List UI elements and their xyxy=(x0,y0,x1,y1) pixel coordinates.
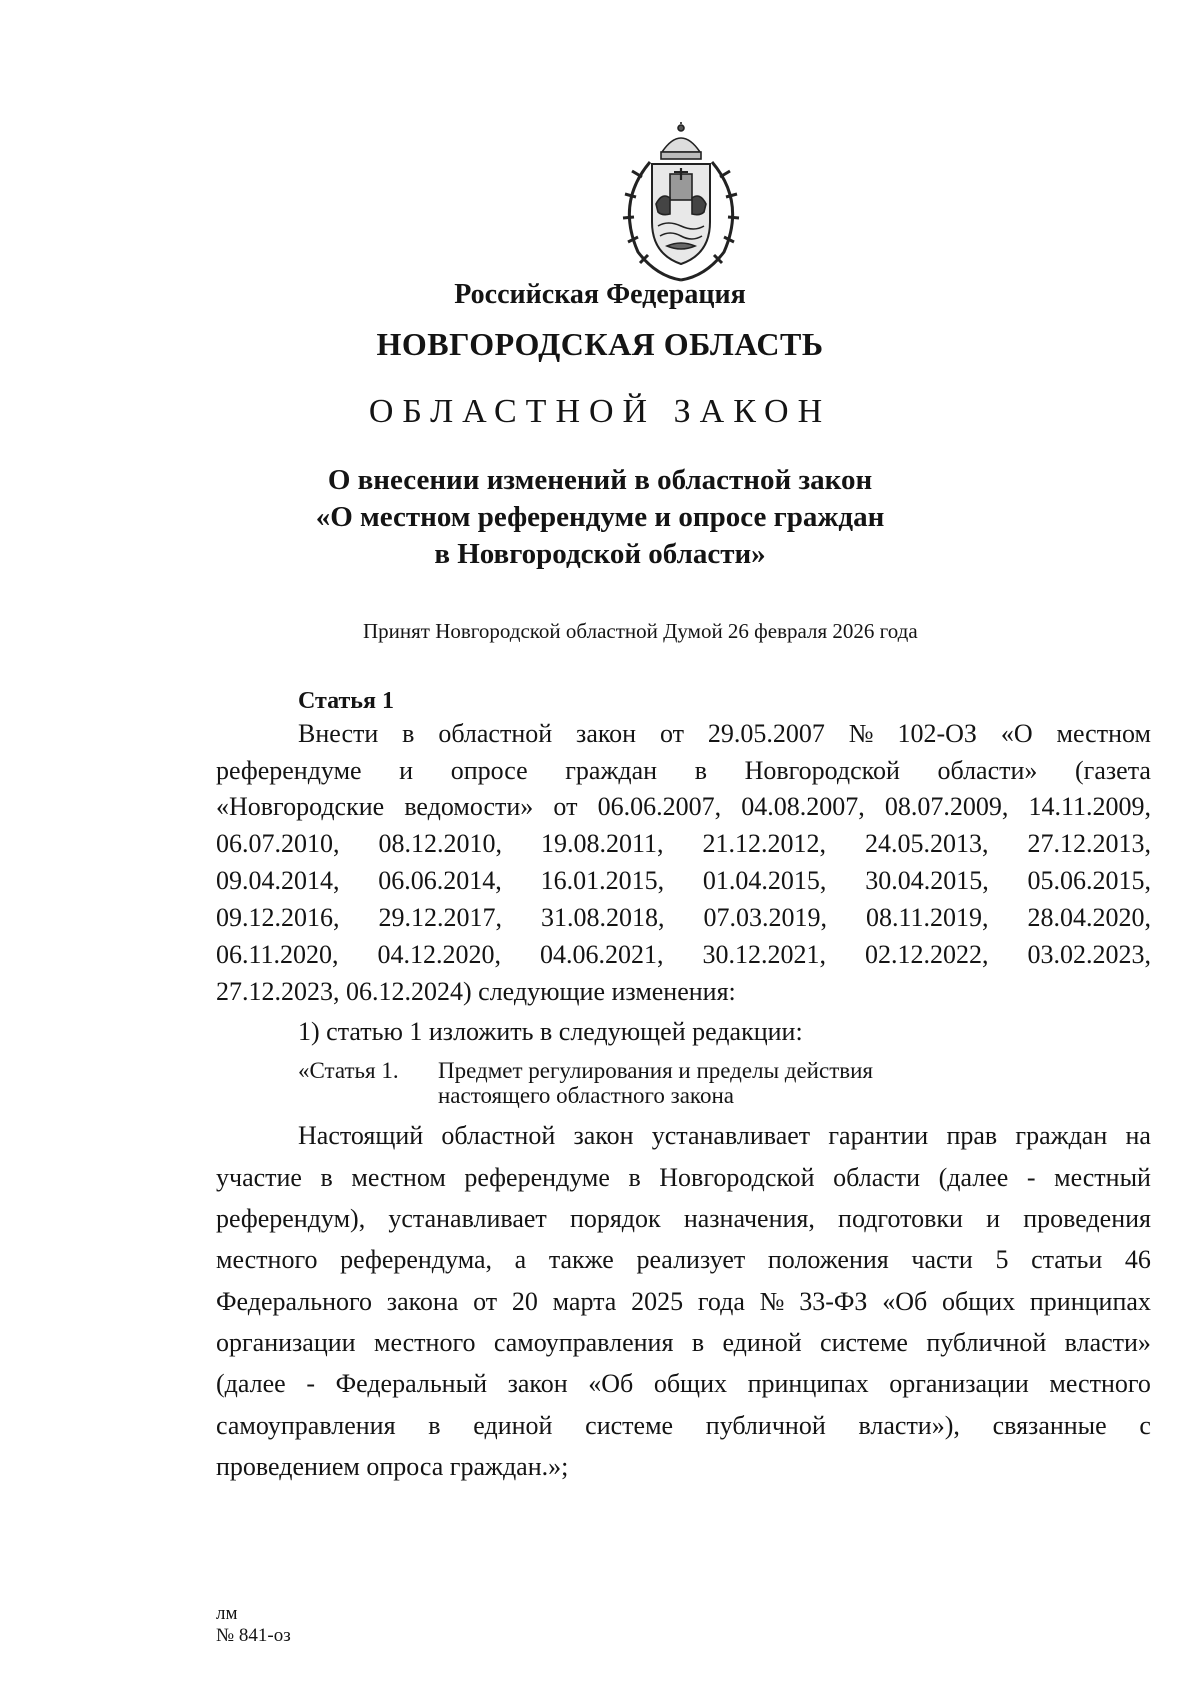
word: общих xyxy=(653,1369,727,1398)
word: местном xyxy=(1056,719,1151,748)
word: организации xyxy=(216,1328,356,1357)
word: 08.07.2009, xyxy=(884,792,1009,821)
word: от xyxy=(659,719,685,748)
adoption-note: Принят Новгородской областной Думой 26 февраля 2026 года xyxy=(363,619,918,643)
sub-article-label: «Статья 1. xyxy=(298,1058,399,1083)
word: 04.12.2020, xyxy=(377,940,502,969)
paragraph-line xyxy=(216,756,1151,786)
word: (газета xyxy=(1075,756,1151,785)
word: с xyxy=(1139,1411,1151,1440)
word: единой xyxy=(722,1328,802,1357)
word: положения xyxy=(767,1245,889,1274)
word: областной xyxy=(438,719,553,748)
word: назначения, xyxy=(683,1204,815,1233)
word: 14.11.2009, xyxy=(1028,792,1151,821)
word: 29.05.2007 xyxy=(707,719,825,748)
word: опросе xyxy=(450,756,528,785)
paragraph-line xyxy=(298,719,1151,749)
word: года xyxy=(697,1287,745,1316)
word: закона xyxy=(386,1287,459,1316)
word: системе xyxy=(585,1411,674,1440)
paragraph-line xyxy=(216,903,1151,933)
word: местного xyxy=(373,1328,476,1357)
footer-initials: лм xyxy=(216,1603,238,1624)
word: Настоящий xyxy=(298,1121,424,1150)
word: 46 xyxy=(1124,1245,1151,1274)
word: Новгородской xyxy=(659,1163,815,1192)
word: системе xyxy=(820,1328,908,1357)
word: части xyxy=(911,1245,973,1274)
word: «Об xyxy=(882,1287,928,1316)
word: 07.03.2019, xyxy=(703,903,827,932)
amendment-item: 1) статью 1 изложить в следующей редакции: xyxy=(298,1017,803,1046)
paragraph-line: 27.12.2023, 06.12.2024) следующие изменения: xyxy=(216,977,736,1006)
word: областной xyxy=(441,1121,556,1150)
word: референдуме xyxy=(216,756,362,785)
word: прав xyxy=(946,1121,998,1150)
footer-registration xyxy=(216,1603,291,1647)
word: области» xyxy=(937,756,1038,785)
document-type: ОБЛАСТНОЙ ЗАКОН xyxy=(368,393,832,430)
word: закон xyxy=(507,1369,568,1398)
word: 05.06.2015, xyxy=(1027,866,1151,895)
word: ведомости» xyxy=(404,792,534,821)
word: 01.04.2015, xyxy=(702,866,827,895)
word: в xyxy=(428,1411,441,1440)
word: 16.01.2015, xyxy=(540,866,665,895)
sub-article-title: Предмет регулирования и пределы действия xyxy=(438,1058,874,1083)
article-heading: Статья 1 xyxy=(298,688,394,714)
word: 09.12.2016, xyxy=(216,903,340,932)
law-title-line: «О местном референдуме и опросе граждан xyxy=(315,501,885,533)
paragraph-line xyxy=(216,829,1151,859)
word: 06.06.2007, xyxy=(597,792,722,821)
word: референдума, xyxy=(340,1245,493,1274)
word: 102-ОЗ xyxy=(897,719,977,748)
word: проведения xyxy=(1023,1204,1151,1233)
paragraph-line xyxy=(216,866,1151,896)
word: «Новгородские xyxy=(216,792,385,821)
word: порядок xyxy=(569,1204,661,1233)
word: от xyxy=(473,1287,498,1316)
word: Федерального xyxy=(216,1287,373,1316)
word: статьи xyxy=(1031,1245,1103,1274)
paragraph-line: проведением опроса граждан.»; xyxy=(216,1452,569,1481)
word: на xyxy=(1125,1121,1151,1150)
region-name: НОВГОРОДСКАЯ ОБЛАСТЬ xyxy=(376,326,824,362)
word: марта xyxy=(552,1287,617,1316)
word: 04.06.2021, xyxy=(540,940,664,969)
word: 19.08.2011, xyxy=(540,829,664,858)
word: связанные xyxy=(992,1411,1107,1440)
word: граждан xyxy=(1015,1121,1108,1150)
word: - xyxy=(306,1369,315,1398)
word: закон xyxy=(573,1121,634,1150)
word: в xyxy=(691,1328,705,1357)
word: в xyxy=(402,719,415,748)
word: Федеральный xyxy=(335,1369,487,1398)
word: 28.04.2020, xyxy=(1027,903,1151,932)
word: 30.04.2015, xyxy=(865,866,989,895)
word: в xyxy=(320,1163,333,1192)
word: самоуправления xyxy=(493,1328,674,1357)
paragraph-line xyxy=(216,1245,1151,1275)
word: (далее xyxy=(216,1369,286,1398)
word: устанавливает xyxy=(388,1204,547,1233)
word: области xyxy=(833,1163,921,1192)
word: граждан xyxy=(565,756,658,785)
footer-number: № 841-оз xyxy=(216,1625,291,1646)
word: общих xyxy=(941,1287,1016,1316)
word: 24.05.2013, xyxy=(864,829,989,858)
word: местный xyxy=(1054,1163,1151,1192)
word: 02.12.2022, xyxy=(864,940,989,969)
paragraph-line xyxy=(216,1328,1151,1358)
country-name: Российская Федерация xyxy=(454,279,746,310)
word: Внести xyxy=(298,719,379,748)
word: 33-ФЗ xyxy=(799,1287,868,1316)
word: и xyxy=(986,1204,1001,1233)
paragraph-line xyxy=(216,940,1151,970)
novgorod-coat-of-arms-icon xyxy=(612,122,750,284)
word: участие xyxy=(216,1163,302,1192)
word: Новгородской xyxy=(744,756,900,785)
word: 09.04.2014, xyxy=(216,866,340,895)
paragraph-line xyxy=(216,1204,1151,1234)
word: единой xyxy=(473,1411,553,1440)
word: закон xyxy=(576,719,637,748)
word: (далее xyxy=(938,1163,1009,1192)
law-title-line: О внесении изменений в областной закон xyxy=(327,464,873,496)
paragraph-line xyxy=(216,1369,1151,1399)
word: № xyxy=(759,1287,785,1316)
word: в xyxy=(628,1163,641,1192)
word: также xyxy=(548,1245,614,1274)
word: 27.12.2013, xyxy=(1027,829,1151,858)
paragraph-line xyxy=(216,1411,1151,1441)
paragraph-line xyxy=(298,1121,1151,1151)
paragraph-line xyxy=(216,1287,1151,1317)
word: в xyxy=(694,756,707,785)
word: 5 xyxy=(995,1245,1009,1274)
word: 21.12.2012, xyxy=(702,829,826,858)
law-title xyxy=(0,462,1200,573)
word: 08.11.2019, xyxy=(865,903,989,932)
word: 30.12.2021, xyxy=(702,940,826,969)
word: 06.11.2020, xyxy=(216,940,339,969)
paragraph-line xyxy=(216,792,1151,822)
word: 2025 xyxy=(631,1287,684,1316)
word: организации xyxy=(889,1369,1029,1398)
paragraph-line xyxy=(216,1163,1151,1193)
word: референдуме xyxy=(464,1163,610,1192)
word: принципах xyxy=(1029,1287,1151,1316)
word: № xyxy=(848,719,874,748)
word: местном xyxy=(351,1163,446,1192)
word: от xyxy=(553,792,578,821)
sub-article-title: настоящего областного закона xyxy=(438,1083,734,1108)
word: референдум), xyxy=(216,1204,366,1233)
word: местного xyxy=(216,1245,318,1274)
word: публичной xyxy=(926,1328,1047,1357)
word: власти»), xyxy=(858,1411,960,1440)
law-title-line: в Новгородской области» xyxy=(434,538,766,570)
word: - xyxy=(1026,1163,1036,1192)
word: реализует xyxy=(636,1245,746,1274)
word: власти» xyxy=(1064,1328,1151,1357)
word: 06.06.2014, xyxy=(378,866,502,895)
word: «Об xyxy=(588,1369,634,1398)
word: и xyxy=(399,756,414,785)
word: 04.08.2007, xyxy=(741,792,865,821)
word: 06.07.2010, xyxy=(216,829,340,858)
word: гарантии xyxy=(828,1121,929,1150)
word: 03.02.2023, xyxy=(1027,940,1151,969)
word: 31.08.2018, xyxy=(540,903,665,932)
word: публичной xyxy=(705,1411,826,1440)
word: местного xyxy=(1049,1369,1151,1398)
word: «О xyxy=(1000,719,1033,748)
word: 20 xyxy=(511,1287,538,1316)
word: 08.12.2010, xyxy=(378,829,502,858)
word: самоуправления xyxy=(216,1411,396,1440)
word: подготовки xyxy=(838,1204,963,1233)
word: а xyxy=(514,1245,527,1274)
word: 29.12.2017, xyxy=(378,903,502,932)
word: устанавливает xyxy=(651,1121,811,1150)
word: принципах xyxy=(747,1369,869,1398)
